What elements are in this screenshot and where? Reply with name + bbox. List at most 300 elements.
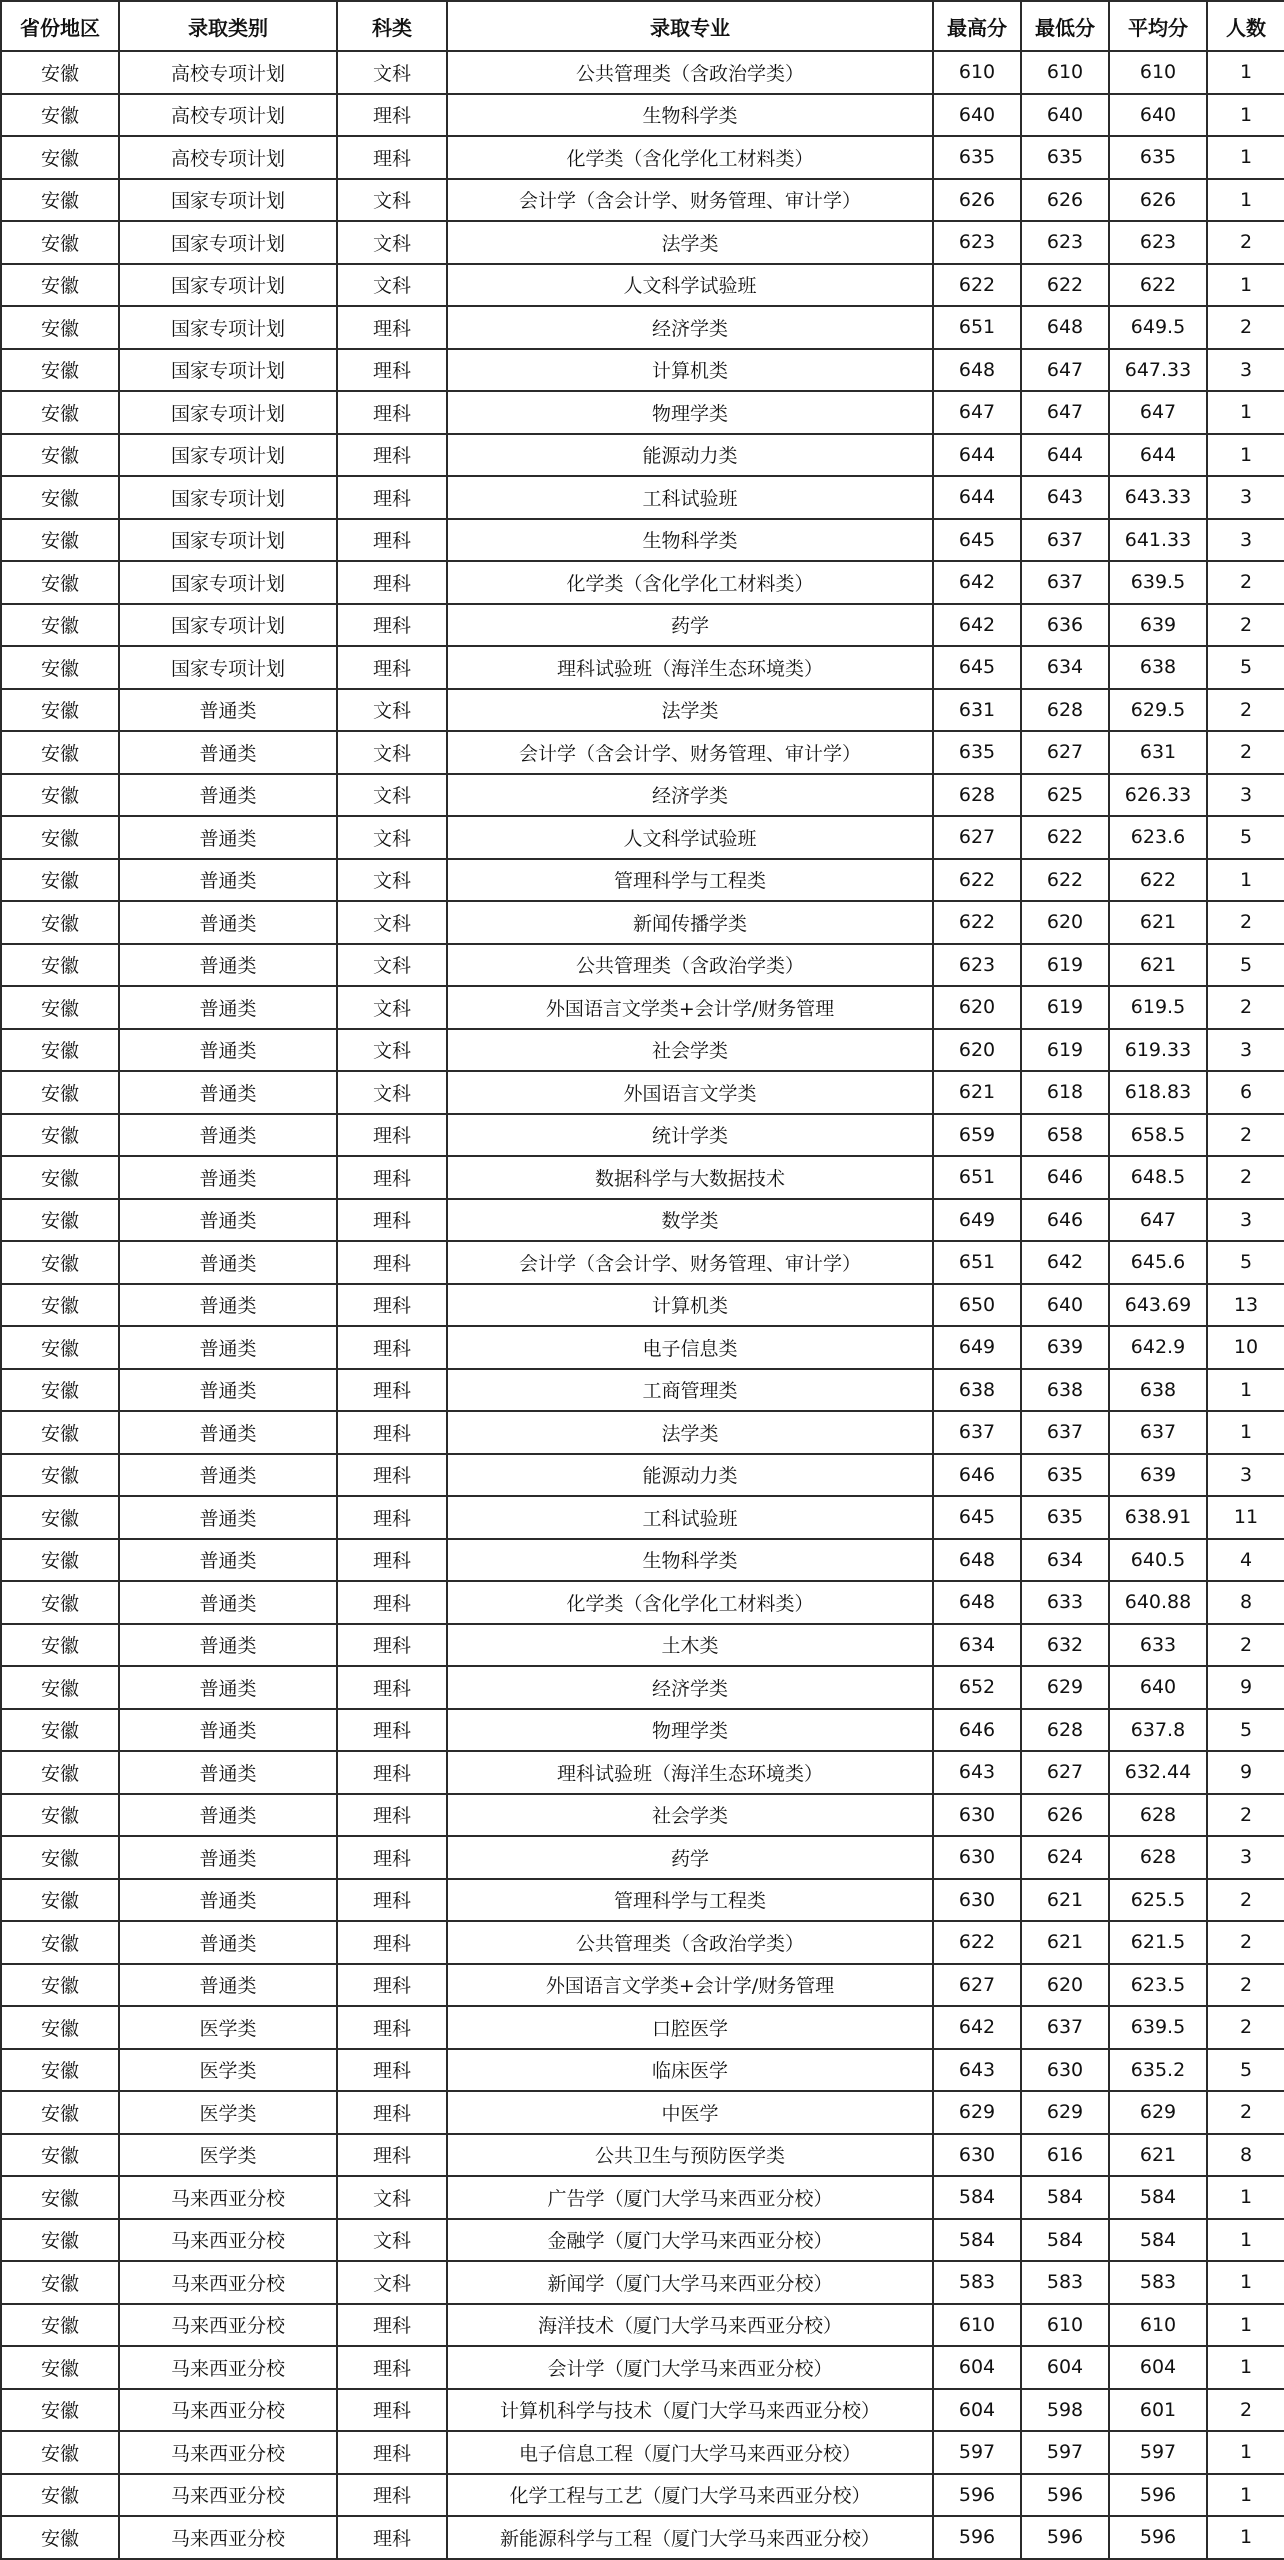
cell-subject-track: 理科: [337, 434, 447, 477]
table-row: [1, 476, 1284, 519]
cell-major: 口腔医学: [447, 2006, 933, 2049]
cell-avg-score: 649.5: [1109, 306, 1207, 349]
cell-province: 安徽: [1, 264, 119, 307]
table-row: [1, 1411, 1284, 1454]
cell-max-score: 640: [933, 94, 1021, 137]
cell-avg-score: 601: [1109, 2389, 1207, 2432]
cell-province: 安徽: [1, 1029, 119, 1072]
cell-max-score: 642: [933, 561, 1021, 604]
cell-count: 1: [1207, 859, 1284, 902]
cell-subject-track: 理科: [337, 306, 447, 349]
cell-count: 3: [1207, 1836, 1284, 1879]
cell-admission-category: 国家专项计划: [119, 434, 337, 477]
cell-avg-score: 584: [1109, 2219, 1207, 2262]
cell-province: 安徽: [1, 2176, 119, 2219]
cell-admission-category: 普通类: [119, 1241, 337, 1284]
cell-admission-category: 普通类: [119, 1624, 337, 1667]
cell-admission-category: 普通类: [119, 1156, 337, 1199]
cell-avg-score: 639: [1109, 604, 1207, 647]
cell-subject-track: 文科: [337, 51, 447, 94]
cell-admission-category: 普通类: [119, 774, 337, 817]
cell-subject-track: 理科: [337, 1156, 447, 1199]
cell-avg-score: 622: [1109, 859, 1207, 902]
cell-province: 安徽: [1, 731, 119, 774]
cell-avg-score: 596: [1109, 2474, 1207, 2517]
cell-min-score: 618: [1021, 1071, 1109, 1114]
cell-subject-track: 理科: [337, 2134, 447, 2177]
cell-major: 法学类: [447, 1411, 933, 1454]
cell-subject-track: 理科: [337, 391, 447, 434]
table-row: [1, 2389, 1284, 2432]
cell-max-score: 597: [933, 2431, 1021, 2474]
cell-avg-score: 639.5: [1109, 561, 1207, 604]
cell-max-score: 604: [933, 2346, 1021, 2389]
cell-count: 1: [1207, 94, 1284, 137]
cell-max-score: 622: [933, 1921, 1021, 1964]
cell-min-score: 627: [1021, 1751, 1109, 1794]
cell-province: 安徽: [1, 1921, 119, 1964]
cell-major: 管理科学与工程类: [447, 1879, 933, 1922]
table-row: [1, 1369, 1284, 1412]
cell-admission-category: 国家专项计划: [119, 391, 337, 434]
cell-province: 安徽: [1, 1964, 119, 2007]
cell-major: 新闻传播学类: [447, 901, 933, 944]
table-row: [1, 1666, 1284, 1709]
cell-subject-track: 理科: [337, 1921, 447, 1964]
cell-max-score: 584: [933, 2176, 1021, 2219]
cell-admission-category: 国家专项计划: [119, 306, 337, 349]
cell-avg-score: 658.5: [1109, 1114, 1207, 1157]
cell-max-score: 637: [933, 1411, 1021, 1454]
table-row: [1, 349, 1284, 392]
cell-province: 安徽: [1, 1794, 119, 1837]
cell-count: 11: [1207, 1496, 1284, 1539]
cell-major: 海洋技术（厦门大学马来西亚分校）: [447, 2304, 933, 2347]
cell-admission-category: 马来西亚分校: [119, 2474, 337, 2517]
cell-max-score: 621: [933, 1071, 1021, 1114]
cell-admission-category: 普通类: [119, 1071, 337, 1114]
cell-admission-category: 普通类: [119, 1029, 337, 1072]
cell-major: 会计学（含会计学、财务管理、审计学）: [447, 1241, 933, 1284]
cell-count: 1: [1207, 2346, 1284, 2389]
cell-min-score: 619: [1021, 944, 1109, 987]
cell-major: 经济学类: [447, 306, 933, 349]
cell-province: 安徽: [1, 2091, 119, 2134]
cell-subject-track: 理科: [337, 1666, 447, 1709]
cell-max-score: 635: [933, 731, 1021, 774]
table-row: [1, 94, 1284, 137]
cell-admission-category: 普通类: [119, 1411, 337, 1454]
cell-count: 9: [1207, 1751, 1284, 1794]
cell-admission-category: 普通类: [119, 901, 337, 944]
cell-max-score: 638: [933, 1369, 1021, 1412]
cell-min-score: 598: [1021, 2389, 1109, 2432]
cell-province: 安徽: [1, 1199, 119, 1242]
table-row: [1, 2091, 1284, 2134]
cell-min-score: 596: [1021, 2474, 1109, 2517]
cell-major: 新能源科学与工程（厦门大学马来西亚分校）: [447, 2516, 933, 2559]
cell-max-score: 622: [933, 859, 1021, 902]
cell-province: 安徽: [1, 2474, 119, 2517]
cell-count: 2: [1207, 1964, 1284, 2007]
table-row: [1, 1921, 1284, 1964]
cell-province: 安徽: [1, 774, 119, 817]
cell-major: 新闻学（厦门大学马来西亚分校）: [447, 2261, 933, 2304]
cell-count: 5: [1207, 1709, 1284, 1752]
table-row: [1, 561, 1284, 604]
cell-max-score: 650: [933, 1284, 1021, 1327]
cell-count: 2: [1207, 689, 1284, 732]
cell-admission-category: 普通类: [119, 1921, 337, 1964]
cell-province: 安徽: [1, 1114, 119, 1157]
cell-province: 安徽: [1, 1709, 119, 1752]
cell-admission-category: 国家专项计划: [119, 646, 337, 689]
cell-avg-score: 642.9: [1109, 1326, 1207, 1369]
cell-count: 3: [1207, 774, 1284, 817]
cell-province: 安徽: [1, 859, 119, 902]
cell-subject-track: 理科: [337, 2474, 447, 2517]
cell-min-score: 583: [1021, 2261, 1109, 2304]
cell-province: 安徽: [1, 2346, 119, 2389]
cell-count: 2: [1207, 221, 1284, 264]
cell-count: 2: [1207, 2389, 1284, 2432]
cell-admission-category: 高校专项计划: [119, 94, 337, 137]
cell-subject-track: 理科: [337, 1964, 447, 2007]
cell-max-score: 627: [933, 816, 1021, 859]
cell-min-score: 621: [1021, 1921, 1109, 1964]
cell-subject-track: 文科: [337, 731, 447, 774]
cell-admission-category: 国家专项计划: [119, 561, 337, 604]
cell-subject-track: 理科: [337, 1581, 447, 1624]
cell-major: 临床医学: [447, 2049, 933, 2092]
cell-admission-category: 普通类: [119, 1326, 337, 1369]
cell-major: 公共管理类（含政治学类）: [447, 944, 933, 987]
cell-subject-track: 文科: [337, 2219, 447, 2262]
cell-province: 安徽: [1, 94, 119, 137]
cell-min-score: 640: [1021, 94, 1109, 137]
cell-subject-track: 文科: [337, 1029, 447, 1072]
cell-min-score: 634: [1021, 1539, 1109, 1582]
cell-max-score: 634: [933, 1624, 1021, 1667]
table-row: [1, 2134, 1284, 2177]
cell-min-score: 632: [1021, 1624, 1109, 1667]
cell-province: 安徽: [1, 2516, 119, 2559]
cell-max-score: 622: [933, 901, 1021, 944]
cell-admission-category: 国家专项计划: [119, 604, 337, 647]
cell-major: 外国语言文学类: [447, 1071, 933, 1114]
cell-min-score: 628: [1021, 1709, 1109, 1752]
cell-subject-track: 理科: [337, 604, 447, 647]
cell-subject-track: 理科: [337, 646, 447, 689]
cell-subject-track: 理科: [337, 94, 447, 137]
cell-province: 安徽: [1, 1836, 119, 1879]
cell-major: 计算机科学与技术（厦门大学马来西亚分校）: [447, 2389, 933, 2432]
cell-province: 安徽: [1, 1666, 119, 1709]
table-row: [1, 136, 1284, 179]
cell-min-score: 627: [1021, 731, 1109, 774]
cell-admission-category: 普通类: [119, 1709, 337, 1752]
table-row: [1, 1624, 1284, 1667]
table-row: [1, 1454, 1284, 1497]
cell-major: 外国语言文学类+会计学/财务管理: [447, 1964, 933, 2007]
cell-major: 社会学类: [447, 1029, 933, 1072]
cell-min-score: 637: [1021, 1411, 1109, 1454]
cell-max-score: 635: [933, 136, 1021, 179]
cell-count: 1: [1207, 2261, 1284, 2304]
cell-count: 2: [1207, 1114, 1284, 1157]
cell-max-score: 647: [933, 391, 1021, 434]
cell-major: 物理学类: [447, 1709, 933, 1752]
cell-max-score: 649: [933, 1199, 1021, 1242]
cell-admission-category: 国家专项计划: [119, 179, 337, 222]
cell-max-score: 623: [933, 944, 1021, 987]
cell-province: 安徽: [1, 1496, 119, 1539]
table-row: [1, 859, 1284, 902]
cell-major: 土木类: [447, 1624, 933, 1667]
cell-admission-category: 国家专项计划: [119, 221, 337, 264]
cell-major: 中医学: [447, 2091, 933, 2134]
cell-min-score: 620: [1021, 1964, 1109, 2007]
cell-subject-track: 理科: [337, 1794, 447, 1837]
cell-avg-score: 629.5: [1109, 689, 1207, 732]
cell-province: 安徽: [1, 646, 119, 689]
cell-min-score: 619: [1021, 1029, 1109, 1072]
header-min-score: 最低分: [1021, 1, 1109, 51]
cell-min-score: 636: [1021, 604, 1109, 647]
cell-avg-score: 640.5: [1109, 1539, 1207, 1582]
header-subject-track: 科类: [337, 1, 447, 51]
cell-count: 2: [1207, 1156, 1284, 1199]
cell-major: 能源动力类: [447, 434, 933, 477]
cell-count: 1: [1207, 51, 1284, 94]
cell-province: 安徽: [1, 1156, 119, 1199]
table-row: [1, 1284, 1284, 1327]
cell-province: 安徽: [1, 221, 119, 264]
cell-count: 5: [1207, 816, 1284, 859]
cell-province: 安徽: [1, 1241, 119, 1284]
cell-province: 安徽: [1, 901, 119, 944]
cell-major: 会计学（厦门大学马来西亚分校）: [447, 2346, 933, 2389]
cell-subject-track: 文科: [337, 944, 447, 987]
table-row: [1, 2006, 1284, 2049]
cell-min-score: 621: [1021, 1879, 1109, 1922]
cell-max-score: 622: [933, 264, 1021, 307]
cell-major: 计算机类: [447, 349, 933, 392]
cell-avg-score: 628: [1109, 1836, 1207, 1879]
cell-count: 2: [1207, 731, 1284, 774]
cell-count: 3: [1207, 1454, 1284, 1497]
cell-admission-category: 普通类: [119, 1836, 337, 1879]
cell-count: 1: [1207, 2516, 1284, 2559]
table-row: [1, 1071, 1284, 1114]
cell-min-score: 626: [1021, 179, 1109, 222]
cell-province: 安徽: [1, 1751, 119, 1794]
header-count: 人数: [1207, 1, 1284, 51]
cell-max-score: 652: [933, 1666, 1021, 1709]
cell-min-score: 639: [1021, 1326, 1109, 1369]
cell-min-score: 646: [1021, 1199, 1109, 1242]
cell-min-score: 647: [1021, 349, 1109, 392]
cell-avg-score: 621: [1109, 944, 1207, 987]
cell-min-score: 658: [1021, 1114, 1109, 1157]
cell-max-score: 629: [933, 2091, 1021, 2134]
cell-min-score: 604: [1021, 2346, 1109, 2389]
cell-avg-score: 618.83: [1109, 1071, 1207, 1114]
cell-major: 化学类（含化学化工材料类）: [447, 1581, 933, 1624]
cell-subject-track: 文科: [337, 816, 447, 859]
cell-major: 人文科学试验班: [447, 264, 933, 307]
cell-province: 安徽: [1, 689, 119, 732]
cell-major: 会计学（含会计学、财务管理、审计学）: [447, 731, 933, 774]
cell-avg-score: 635: [1109, 136, 1207, 179]
cell-subject-track: 理科: [337, 1836, 447, 1879]
cell-min-score: 637: [1021, 561, 1109, 604]
cell-province: 安徽: [1, 1326, 119, 1369]
cell-min-score: 629: [1021, 2091, 1109, 2134]
cell-count: 1: [1207, 2474, 1284, 2517]
cell-major: 计算机类: [447, 1284, 933, 1327]
cell-province: 安徽: [1, 391, 119, 434]
table-row: [1, 689, 1284, 732]
cell-province: 安徽: [1, 179, 119, 222]
cell-province: 安徽: [1, 1454, 119, 1497]
cell-major: 人文科学试验班: [447, 816, 933, 859]
cell-min-score: 626: [1021, 1794, 1109, 1837]
cell-min-score: 620: [1021, 901, 1109, 944]
cell-subject-track: 文科: [337, 859, 447, 902]
cell-admission-category: 马来西亚分校: [119, 2219, 337, 2262]
cell-admission-category: 普通类: [119, 1369, 337, 1412]
cell-avg-score: 583: [1109, 2261, 1207, 2304]
cell-max-score: 630: [933, 2134, 1021, 2177]
cell-count: 4: [1207, 1539, 1284, 1582]
cell-count: 5: [1207, 944, 1284, 987]
cell-admission-category: 国家专项计划: [119, 519, 337, 562]
cell-avg-score: 596: [1109, 2516, 1207, 2559]
table-row: [1, 1751, 1284, 1794]
cell-max-score: 648: [933, 1539, 1021, 1582]
cell-max-score: 626: [933, 179, 1021, 222]
table-row: [1, 306, 1284, 349]
cell-subject-track: 理科: [337, 2006, 447, 2049]
cell-min-score: 628: [1021, 689, 1109, 732]
cell-admission-category: 普通类: [119, 1454, 337, 1497]
table-row: [1, 179, 1284, 222]
table-row: [1, 1029, 1284, 1072]
cell-province: 安徽: [1, 434, 119, 477]
cell-province: 安徽: [1, 2134, 119, 2177]
cell-count: 1: [1207, 2431, 1284, 2474]
cell-province: 安徽: [1, 2304, 119, 2347]
cell-max-score: 583: [933, 2261, 1021, 2304]
cell-province: 安徽: [1, 519, 119, 562]
cell-subject-track: 文科: [337, 221, 447, 264]
cell-subject-track: 文科: [337, 774, 447, 817]
cell-province: 安徽: [1, 1879, 119, 1922]
cell-max-score: 646: [933, 1454, 1021, 1497]
cell-province: 安徽: [1, 2261, 119, 2304]
cell-max-score: 610: [933, 51, 1021, 94]
cell-max-score: 584: [933, 2219, 1021, 2262]
table-body: [1, 51, 1284, 2559]
table-row: [1, 391, 1284, 434]
cell-major: 会计学（含会计学、财务管理、审计学）: [447, 179, 933, 222]
table-row: [1, 774, 1284, 817]
cell-major: 工科试验班: [447, 476, 933, 519]
cell-province: 安徽: [1, 944, 119, 987]
cell-avg-score: 610: [1109, 2304, 1207, 2347]
cell-count: 3: [1207, 476, 1284, 519]
cell-province: 安徽: [1, 136, 119, 179]
cell-major: 公共管理类（含政治学类）: [447, 1921, 933, 1964]
cell-admission-category: 高校专项计划: [119, 136, 337, 179]
header-row: [1, 1, 1284, 51]
cell-max-score: 620: [933, 1029, 1021, 1072]
cell-major: 法学类: [447, 689, 933, 732]
cell-admission-category: 普通类: [119, 1496, 337, 1539]
table-row: [1, 731, 1284, 774]
cell-avg-score: 637.8: [1109, 1709, 1207, 1752]
cell-count: 2: [1207, 1624, 1284, 1667]
cell-count: 5: [1207, 646, 1284, 689]
table-row: [1, 646, 1284, 689]
cell-min-score: 622: [1021, 816, 1109, 859]
cell-min-score: 610: [1021, 51, 1109, 94]
cell-subject-track: 理科: [337, 476, 447, 519]
header-max-score: 最高分: [933, 1, 1021, 51]
cell-max-score: 596: [933, 2516, 1021, 2559]
cell-min-score: 584: [1021, 2176, 1109, 2219]
cell-subject-track: 理科: [337, 1454, 447, 1497]
cell-subject-track: 文科: [337, 901, 447, 944]
cell-avg-score: 643.33: [1109, 476, 1207, 519]
cell-max-score: 630: [933, 1879, 1021, 1922]
cell-min-score: 625: [1021, 774, 1109, 817]
cell-subject-track: 理科: [337, 1369, 447, 1412]
cell-admission-category: 国家专项计划: [119, 476, 337, 519]
cell-admission-category: 普通类: [119, 1751, 337, 1794]
cell-subject-track: 文科: [337, 1071, 447, 1114]
cell-max-score: 630: [933, 1836, 1021, 1879]
cell-avg-score: 643.69: [1109, 1284, 1207, 1327]
cell-subject-track: 理科: [337, 519, 447, 562]
cell-subject-track: 理科: [337, 1751, 447, 1794]
cell-province: 安徽: [1, 1539, 119, 1582]
cell-avg-score: 635.2: [1109, 2049, 1207, 2092]
cell-avg-score: 623: [1109, 221, 1207, 264]
cell-min-score: 635: [1021, 1496, 1109, 1539]
cell-province: 安徽: [1, 1411, 119, 1454]
table-row: [1, 1539, 1284, 1582]
cell-major: 工商管理类: [447, 1369, 933, 1412]
cell-admission-category: 马来西亚分校: [119, 2261, 337, 2304]
table-row: [1, 1709, 1284, 1752]
cell-count: 3: [1207, 519, 1284, 562]
cell-major: 理科试验班（海洋生态环境类）: [447, 646, 933, 689]
cell-max-score: 645: [933, 519, 1021, 562]
cell-min-score: 622: [1021, 859, 1109, 902]
cell-province: 安徽: [1, 1369, 119, 1412]
cell-admission-category: 马来西亚分校: [119, 2516, 337, 2559]
cell-admission-category: 高校专项计划: [119, 51, 337, 94]
cell-min-score: 596: [1021, 2516, 1109, 2559]
table-row: [1, 1836, 1284, 1879]
cell-subject-track: 文科: [337, 179, 447, 222]
table-row: [1, 264, 1284, 307]
cell-max-score: 645: [933, 1496, 1021, 1539]
cell-major: 药学: [447, 1836, 933, 1879]
cell-count: 8: [1207, 1581, 1284, 1624]
